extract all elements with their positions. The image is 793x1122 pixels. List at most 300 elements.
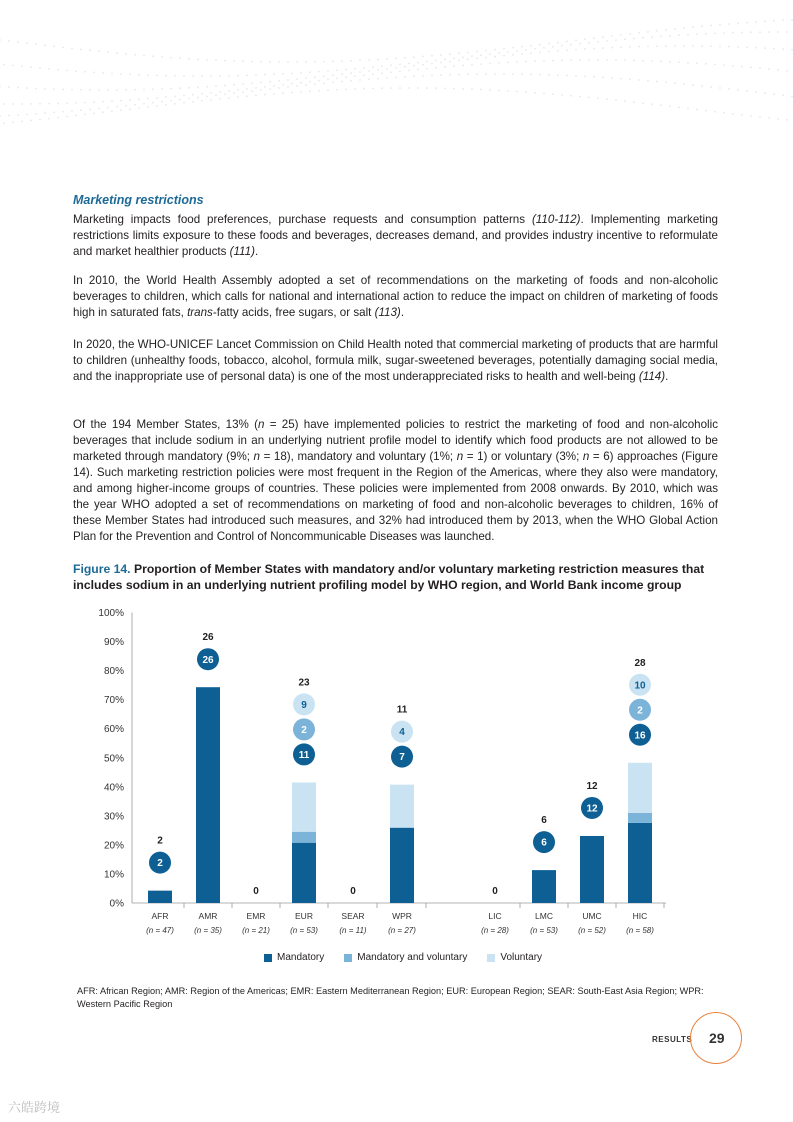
decorative-dot	[107, 89, 109, 91]
decorative-dot	[282, 92, 284, 94]
decorative-dot	[165, 96, 167, 98]
decorative-dot	[273, 85, 275, 87]
decorative-dot	[413, 65, 415, 67]
y-tick-label: 60%	[103, 724, 124, 736]
decorative-dot	[134, 54, 136, 56]
decorative-dot	[539, 44, 541, 46]
decorative-dot	[395, 67, 397, 69]
decorative-dot	[665, 81, 667, 83]
decorative-dot	[696, 62, 698, 64]
total-label: 26	[202, 632, 214, 644]
decorative-dot	[498, 62, 500, 64]
bar-segment-mandatory	[196, 687, 220, 903]
p4-text-c: = 18), mandatory and voluntary (1%;	[260, 450, 457, 463]
decorative-dot	[363, 67, 365, 69]
figure-title: Proportion of Member States with mandatory and/or voluntary marketing restriction measures that includes sodium in an underlying nutrient profiling model by WHO region, and World Bank income group	[73, 562, 705, 592]
decorative-dot	[12, 121, 14, 123]
legend-swatch-voluntary	[487, 954, 495, 962]
total-label: 6	[541, 815, 547, 827]
decorative-dot	[354, 68, 356, 70]
decorative-dot	[737, 89, 739, 91]
decorative-dot	[323, 61, 325, 63]
decorative-dot	[251, 61, 253, 63]
bar-segment-voluntary	[628, 763, 652, 813]
decorative-dot	[170, 88, 172, 90]
decorative-dot	[462, 88, 464, 90]
decorative-dot	[143, 55, 145, 57]
decorative-dot	[255, 74, 257, 76]
decorative-dot	[71, 47, 73, 49]
decorative-dot	[183, 75, 185, 77]
decorative-dot	[282, 84, 284, 86]
decorative-dot	[138, 74, 140, 76]
decorative-dot	[143, 89, 145, 91]
y-tick-label: 50%	[103, 753, 124, 765]
decorative-dot	[215, 59, 217, 61]
decorative-dot	[719, 24, 721, 26]
decorative-dot	[431, 75, 433, 77]
decorative-dot	[273, 93, 275, 95]
decorative-dot	[156, 105, 158, 107]
decorative-dot	[368, 78, 370, 80]
p1-reference-1: (110-112)	[531, 213, 581, 226]
decorative-dot	[377, 69, 379, 71]
decorative-dot	[0, 39, 1, 41]
decorative-dot	[494, 49, 496, 51]
decorative-dot	[98, 89, 100, 91]
decorative-dot	[417, 62, 419, 64]
category-n-label: (n = 53)	[530, 926, 558, 935]
decorative-dot	[530, 73, 532, 75]
decorative-dot	[467, 59, 469, 61]
decorative-dot	[359, 71, 361, 73]
decorative-dot	[3, 122, 5, 124]
decorative-dot	[278, 87, 280, 89]
figure-caption	[73, 561, 723, 593]
decorative-dot	[755, 47, 757, 49]
decorative-dot	[269, 81, 271, 83]
decorative-dot	[530, 45, 532, 47]
decorative-dot	[476, 58, 478, 60]
decorative-dot	[408, 63, 410, 65]
decorative-dot	[242, 83, 244, 85]
decorative-dot	[759, 116, 761, 118]
decorative-dot	[602, 47, 604, 49]
decorative-dot	[606, 98, 608, 100]
decorative-dot	[768, 68, 770, 70]
category-n-label: (n = 47)	[146, 926, 174, 935]
p2-text-b: -fatty acids, free sugars, or salt	[212, 306, 375, 319]
decorative-dot	[683, 83, 685, 85]
decorative-dot	[12, 65, 14, 67]
decorative-dot	[782, 48, 784, 50]
decorative-dot	[206, 86, 208, 88]
decorative-dot	[656, 45, 658, 47]
decorative-dot	[660, 60, 662, 62]
decorative-dot	[678, 34, 680, 36]
p1-text-a: Marketing impacts food preferences, purchase requests and consumption patterns	[73, 213, 532, 226]
decorative-dot	[507, 90, 509, 92]
decorative-dot	[489, 63, 491, 65]
decorative-dot	[606, 59, 608, 61]
decorative-dot	[705, 110, 707, 112]
paragraph-4	[73, 417, 718, 545]
decorative-dot	[318, 80, 320, 82]
decorative-dot	[125, 89, 127, 91]
decorative-dot	[557, 74, 559, 76]
decorative-dot	[287, 86, 289, 88]
decorative-dot	[138, 98, 140, 100]
decorative-dot	[350, 72, 352, 74]
decorative-dot	[561, 94, 563, 96]
decorative-dot	[314, 76, 316, 78]
decorative-dot	[282, 73, 284, 75]
decorative-dot	[701, 45, 703, 47]
bar-segment-mandatory	[148, 891, 172, 903]
decorative-dot	[516, 91, 518, 93]
decorative-dot	[8, 115, 10, 117]
decorative-dot	[336, 77, 338, 79]
decorative-dot	[305, 77, 307, 79]
decorative-dot	[291, 83, 293, 85]
decorative-dot	[98, 50, 100, 52]
decorative-dot	[440, 62, 442, 64]
decorative-dot	[161, 101, 163, 103]
p4-n-2: n	[253, 450, 260, 463]
decorative-dot	[588, 97, 590, 99]
decorative-dot	[449, 53, 451, 55]
decorative-dot	[188, 98, 190, 100]
y-tick-label: 100%	[98, 608, 124, 619]
category-n-label: (n = 52)	[578, 926, 606, 935]
decorative-dot	[192, 94, 194, 96]
decorative-dot	[372, 66, 374, 68]
decorative-dot	[575, 49, 577, 51]
decorative-dot	[629, 46, 631, 48]
decorative-dot	[597, 59, 599, 61]
decorative-dot	[512, 54, 514, 56]
decorative-dot	[534, 48, 536, 50]
decorative-dot	[485, 57, 487, 59]
decorative-dot	[606, 40, 608, 42]
decorative-dot	[597, 41, 599, 43]
decorative-dot	[629, 78, 631, 80]
decorative-dot	[696, 109, 698, 111]
legend-label-voluntary: Voluntary	[500, 952, 543, 963]
decorative-dot	[773, 48, 775, 50]
decorative-dot	[332, 74, 334, 76]
p4-text-e: = 6) approaches (Figure 14). Such marketing restriction policies were most frequent in the Region of the Americas, where they also were mandatory, and among higher-income groups of countries. These policies were implemented from 2008 onwards. By 2010, which was the year WHO adopted a set of recommendations on marketing of food and non-alcoholic beverages to children, 16% of these Member States had introduced such measures, and 32% had introduced them by 2013, when the WHO Global Action Plan for the Prevention and Control of Noncommunicable Diseases was launched.	[73, 450, 718, 543]
decorative-dot	[242, 91, 244, 93]
decorative-dot	[494, 73, 496, 75]
decorative-dot	[566, 75, 568, 77]
decorative-dot	[489, 53, 491, 55]
decorative-dot	[476, 73, 478, 75]
decorative-dot	[737, 46, 739, 48]
decorative-dot	[692, 26, 694, 28]
p4-text-a: Of the 194 Member States, 13% (	[73, 418, 258, 431]
decorative-dot	[746, 90, 748, 92]
decorative-dot	[228, 90, 230, 92]
decorative-dot	[84, 114, 86, 116]
decorative-dot	[543, 93, 545, 95]
decorative-dot	[710, 25, 712, 27]
decorative-dot	[777, 31, 779, 33]
decorative-dot	[3, 103, 5, 105]
decorative-dot	[593, 48, 595, 50]
decorative-dot	[174, 95, 176, 97]
decorative-dot	[345, 69, 347, 71]
decorative-dot	[741, 32, 743, 34]
decorative-dot	[336, 69, 338, 71]
decorative-dot	[305, 61, 307, 63]
p4-n-4: n	[582, 450, 590, 463]
y-tick-label: 90%	[103, 637, 124, 649]
decorative-dot	[557, 42, 559, 44]
decorative-dot	[107, 51, 109, 53]
decorative-dot	[381, 87, 383, 89]
decorative-dot	[665, 45, 667, 47]
decorative-dot	[219, 75, 221, 77]
decorative-dot	[201, 93, 203, 95]
decorative-dot	[485, 73, 487, 75]
decorative-dot	[458, 60, 460, 62]
value-circle-label: 26	[202, 654, 214, 666]
decorative-dot	[44, 88, 46, 90]
decorative-dot	[417, 69, 419, 71]
decorative-dot	[435, 67, 437, 69]
decorative-dot-pattern	[0, 0, 793, 170]
decorative-dot	[593, 76, 595, 78]
decorative-dot	[75, 115, 77, 117]
decorative-dot	[552, 93, 554, 95]
decorative-dot	[642, 60, 644, 62]
decorative-dot	[251, 90, 253, 92]
decorative-dot	[210, 92, 212, 94]
p1-text-b: . Implementing marketing restrictions limits exposure to these foods and beverages, decreases demand, and provides industry incentive to reformulate and market healthier products	[73, 213, 718, 258]
decorative-dot	[701, 25, 703, 27]
decorative-dot	[665, 29, 667, 31]
decorative-dot	[674, 82, 676, 84]
decorative-dot	[638, 46, 640, 48]
decorative-dot	[102, 101, 104, 103]
decorative-dot	[723, 64, 725, 66]
decorative-dot	[17, 114, 19, 116]
decorative-dot	[309, 81, 311, 83]
decorative-dot	[309, 90, 311, 92]
decorative-dot	[584, 75, 586, 77]
decorative-dot	[746, 22, 748, 24]
decorative-dot	[453, 88, 455, 90]
y-tick-label: 80%	[103, 666, 124, 678]
decorative-dot	[768, 117, 770, 119]
decorative-dot	[710, 86, 712, 88]
decorative-dot	[0, 86, 1, 88]
decorative-dot	[125, 53, 127, 55]
decorative-dot	[602, 36, 604, 38]
decorative-dot	[732, 65, 734, 67]
decorative-dot	[444, 66, 446, 68]
decorative-dot	[399, 63, 401, 65]
decorative-dot	[611, 35, 613, 37]
decorative-dot	[53, 112, 55, 114]
decorative-dot	[111, 110, 113, 112]
decorative-dot	[39, 67, 41, 69]
decorative-dot	[669, 35, 671, 37]
decorative-dot	[651, 60, 653, 62]
decorative-dot	[543, 47, 545, 49]
decorative-dot	[350, 60, 352, 62]
watermark-logo: 六皓跨境	[8, 1100, 61, 1115]
decorative-dot	[696, 33, 698, 35]
decorative-dot	[219, 98, 221, 100]
decorative-dot	[345, 88, 347, 90]
decorative-dot	[89, 49, 91, 51]
decorative-dot	[147, 106, 149, 108]
decorative-dot	[260, 61, 262, 63]
decorative-dot	[651, 36, 653, 38]
decorative-dot	[710, 45, 712, 47]
decorative-dot	[152, 102, 154, 104]
decorative-dot	[341, 73, 343, 75]
decorative-dot	[84, 102, 86, 104]
category-label: UMC	[582, 911, 602, 921]
footer-section-label: RESULTS	[652, 1035, 693, 1044]
category-n-label: (n = 53)	[290, 926, 318, 935]
decorative-dot	[386, 58, 388, 60]
decorative-dot	[111, 73, 113, 75]
decorative-dot	[624, 59, 626, 61]
decorative-dot	[692, 45, 694, 47]
decorative-dot	[372, 73, 374, 75]
decorative-dot	[278, 80, 280, 82]
decorative-dot	[642, 37, 644, 39]
decorative-dot	[80, 109, 82, 111]
p2-reference: (113)	[374, 306, 401, 319]
decorative-dot	[62, 89, 64, 91]
decorative-dot	[732, 32, 734, 34]
decorative-dot	[413, 56, 415, 58]
decorative-dot	[566, 49, 568, 51]
decorative-dot	[39, 103, 41, 105]
chart-legend	[264, 952, 542, 963]
decorative-dot	[269, 61, 271, 63]
y-tick-label: 30%	[103, 811, 124, 823]
total-label: 2	[157, 835, 163, 847]
decorative-dot	[728, 23, 730, 25]
decorative-dot	[620, 34, 622, 36]
category-n-label: (n = 28)	[481, 926, 509, 935]
total-label: 28	[634, 657, 646, 669]
decorative-dot	[12, 103, 14, 105]
legend-swatch-mandatory	[264, 954, 272, 962]
decorative-dot	[642, 102, 644, 104]
decorative-dot	[453, 57, 455, 59]
decorative-dot	[516, 61, 518, 63]
decorative-dot	[44, 112, 46, 114]
decorative-dot	[300, 91, 302, 93]
decorative-dot	[579, 59, 581, 61]
decorative-dot	[390, 71, 392, 73]
decorative-dot	[66, 102, 68, 104]
decorative-dot	[17, 87, 19, 89]
decorative-dot	[741, 66, 743, 68]
decorative-dot	[476, 51, 478, 53]
decorative-dot	[152, 55, 154, 57]
decorative-dot	[269, 88, 271, 90]
decorative-dot	[296, 78, 298, 80]
decorative-dot	[228, 97, 230, 99]
decorative-dot	[264, 94, 266, 96]
decorative-dot	[503, 48, 505, 50]
decorative-dot	[462, 56, 464, 58]
decorative-dot	[633, 101, 635, 103]
decorative-dot	[534, 60, 536, 62]
decorative-dot	[291, 92, 293, 94]
decorative-dot	[156, 97, 158, 99]
decorative-dot	[192, 75, 194, 77]
decorative-dot	[422, 64, 424, 66]
decorative-dot	[426, 61, 428, 63]
decorative-dot	[188, 58, 190, 60]
decorative-dot	[539, 51, 541, 53]
legend-item-mandatory-and-voluntary	[344, 952, 467, 963]
decorative-dot	[611, 47, 613, 49]
decorative-dot	[224, 93, 226, 95]
decorative-dot	[35, 113, 37, 115]
value-circle-label: 16	[634, 730, 646, 742]
p1-reference-2: (111)	[229, 245, 255, 258]
decorative-dot	[179, 87, 181, 89]
bar-segment-mandatory	[628, 823, 652, 903]
decorative-dot	[8, 86, 10, 88]
category-label: LMC	[535, 911, 553, 921]
decorative-dot	[197, 86, 199, 88]
decorative-dot	[764, 92, 766, 94]
decorative-dot	[516, 50, 518, 52]
p4-n-3: n	[456, 450, 464, 463]
category-label: AFR	[151, 911, 169, 921]
decorative-dot	[678, 61, 680, 63]
decorative-dot	[683, 27, 685, 29]
total-label: 0	[492, 886, 498, 897]
y-tick-label: 70%	[103, 695, 124, 707]
decorative-dot	[129, 108, 131, 110]
category-n-label: (n = 21)	[242, 926, 270, 935]
decorative-dot	[759, 31, 761, 33]
decorative-dot	[314, 61, 316, 63]
decorative-dot	[62, 46, 64, 48]
category-label: AMR	[198, 911, 218, 921]
decorative-dot	[444, 58, 446, 60]
decorative-dot	[278, 61, 280, 63]
decorative-dot	[237, 96, 239, 98]
page-number: 29	[709, 1030, 725, 1046]
p1-text-c: .	[254, 245, 259, 258]
decorative-dot	[395, 76, 397, 78]
decorative-dot	[287, 79, 289, 81]
decorative-dot	[116, 89, 118, 91]
decorative-dot	[255, 94, 257, 96]
decorative-dot	[345, 76, 347, 78]
category-label: EMR	[246, 911, 266, 921]
decorative-dot	[575, 75, 577, 77]
decorative-dot	[498, 90, 500, 92]
decorative-dot	[521, 46, 523, 48]
decorative-dot	[512, 73, 514, 75]
decorative-dot	[660, 36, 662, 38]
decorative-dot	[728, 46, 730, 48]
